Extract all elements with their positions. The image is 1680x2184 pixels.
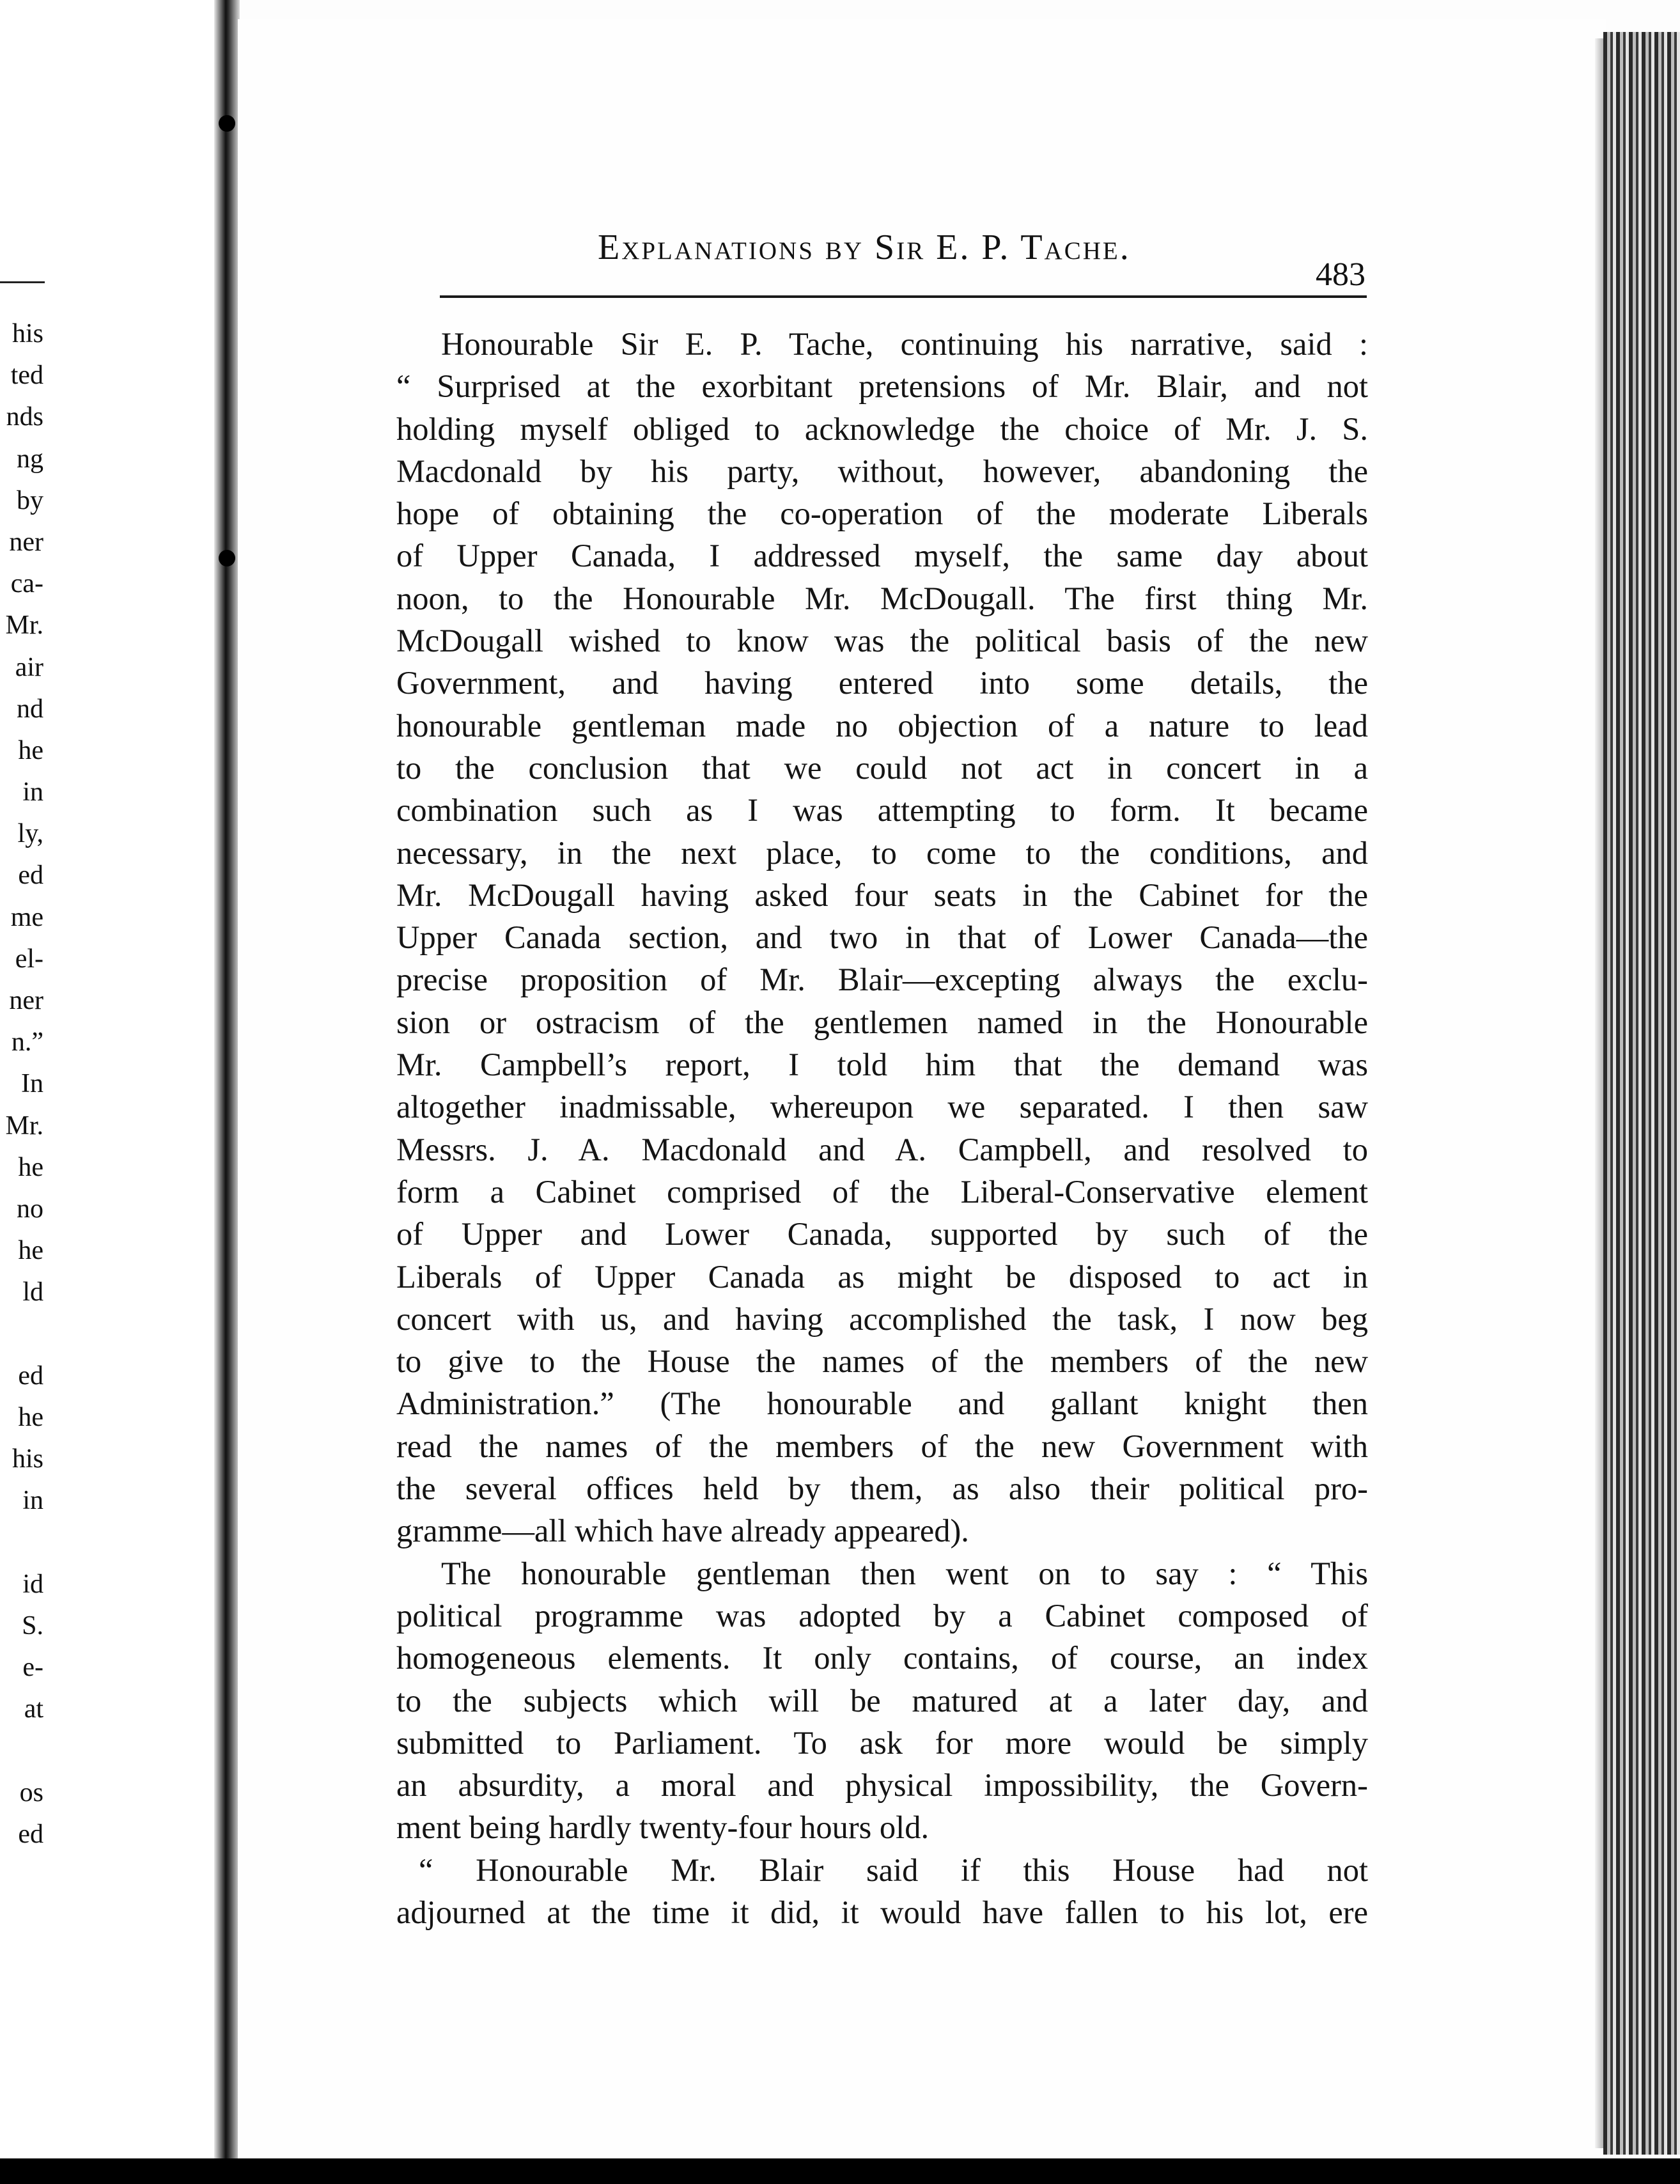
text-line: honourable gentleman made no objection of a nature to lead [396,707,1368,744]
text-line: combination such as I was attempting to form. It became [396,792,1368,829]
text-line: the several offices held by them, as also their political pro- [396,1470,1368,1507]
left-fragment-line: he [18,1402,43,1432]
left-fragment-line: he [18,1152,43,1182]
text-line: homogeneous elements. It only contains, of course, an index [396,1640,1368,1676]
text-line: gramme—all which have already appeared). [396,1513,969,1549]
left-fragment-line: air [15,652,43,682]
text-line: “ Surprised at the exorbitant pretensions of Mr. Blair, and not [396,368,1368,405]
left-fragment-line: no [17,1194,43,1224]
left-fragment-line: at [24,1694,43,1724]
left-fragment-line: nd [17,694,43,724]
text-line: Mr. Campbell’s report, I told him that the demand was [396,1047,1368,1083]
text-line: “ Honourable Mr. Blair said if this House had not [419,1852,1368,1888]
left-fragment-line [0,1314,43,1355]
text-line: concert with us, and having accomplished the task, I now beg [396,1300,1368,1337]
text-line: necessary, in the next place, to come to the conditions, and [396,834,1368,871]
text-line: precise proposition of Mr. Blair—excepting always the exclu- [396,962,1368,998]
text-line: political programme was adopted by a Cabinet composed of [396,1597,1368,1634]
left-fragment-line: ca- [10,569,43,599]
text-line: to the conclusion that we could not act in concert in a [396,749,1368,786]
scan-bottom-edge [0,2158,1680,2184]
left-fragment-line: he [18,735,43,765]
left-fragment-line: in [22,777,43,807]
left-page-text-fragments [0,313,43,1855]
text-line: an absurdity, a moral and physical impossibility, the Govern- [396,1767,1368,1804]
text-line: to the subjects which will be matured at a later day, and [396,1682,1368,1719]
left-fragment-line: ng [17,444,43,474]
text-line: Liberals of Upper Canada as might be disposed to act in [396,1258,1368,1295]
left-fragment-line: id [22,1569,43,1599]
left-fragment-line [0,1522,43,1563]
text-line: form a Cabinet comprised of the Liberal-Conservative element [396,1173,1368,1210]
body-text [396,323,1368,1933]
running-head: Explanations by Sir E. P. Tache. [598,228,1131,267]
text-line: Messrs. J. A. Macdonald and A. Campbell, and resolved to [396,1131,1368,1167]
text-line: of Upper and Lower Canada, supported by such of the [396,1216,1368,1252]
left-page-fragment [0,0,225,2184]
left-fragment-line: by [17,485,43,515]
text-line: holding myself obliged to acknowledge the choice of Mr. J. S. [396,410,1368,447]
left-fragment-line: S. [22,1611,43,1641]
left-fragment-line: e- [22,1653,43,1682]
left-fragment-line: ted [10,361,43,391]
text-line: McDougall wished to know was the political basis of the new [396,623,1368,659]
left-fragment-line: his [12,319,43,348]
left-fragment-line: os [19,1777,43,1807]
left-fragment-line: ner [9,986,43,1015]
text-line: ment being hardly twenty-four hours old. [396,1809,929,1846]
text-line: Upper Canada section, and two in that of Lower Canada—the [396,919,1368,956]
left-fragment-line: In [21,1069,43,1099]
left-fragment-line: he [18,1236,43,1266]
text-line: sion or ostracism of the gentlemen named in the Honourable [396,1004,1368,1040]
left-fragment-line: el- [15,944,43,974]
text-line: adjourned at the time it did, it would have fallen to his lot, ere [396,1894,1368,1930]
left-fragment-line: ly, [17,819,43,849]
book-gutter [214,0,240,2184]
text-line: noon, to the Honourable Mr. McDougall. The first thing Mr. [396,580,1368,616]
page-number: 483 [1316,256,1365,293]
text-line: altogether inadmissable, whereupon we separated. I then saw [396,1089,1368,1125]
left-fragment-line: ld [22,1277,43,1307]
text-line: Honourable Sir E. P. Tache, continuing his narrative, said : [441,326,1368,362]
binding-thread-mark [219,550,235,566]
text-line: Administration.” (The honourable and gallant knight then [396,1385,1368,1422]
left-fragment-line: his [12,1444,43,1474]
left-fragment-line: in [22,1486,43,1516]
text-line: hope of obtaining the co-operation of the moderate Liberals [396,495,1368,532]
text-line: Macdonald by his party, without, however, abandoning the [396,453,1368,489]
left-fragment-line [0,1730,43,1772]
text-line: Government, and having entered into some details, the [396,665,1368,701]
left-fragment-line: ed [18,1361,43,1391]
binding-thread-mark [219,115,235,132]
left-fragment-line: ed [18,1819,43,1849]
text-line: to give to the House the names of the members of the new [396,1343,1368,1380]
text-line: of Upper Canada, I addressed myself, the same day about [396,538,1368,574]
left-fragment-line: ner [9,527,43,557]
left-page-rule [0,281,45,283]
left-fragment-line: n.” [11,1027,43,1057]
text-line: read the names of the members of the new Government with [396,1428,1368,1464]
left-fragment-line: Mr. [5,611,43,641]
stacked-page-edges [1603,32,1680,2155]
header-rule [440,295,1367,298]
left-fragment-line: me [10,902,43,932]
text-line: The honourable gentleman then went on to say : “ This [441,1555,1368,1591]
left-fragment-line: Mr. [5,1111,43,1141]
left-fragment-line: ed [18,861,43,891]
text-line: Mr. McDougall having asked four seats in the Cabinet for the [396,877,1368,913]
text-line: submitted to Parliament. To ask for more would be simply [396,1724,1368,1761]
left-fragment-line: nds [6,402,43,432]
